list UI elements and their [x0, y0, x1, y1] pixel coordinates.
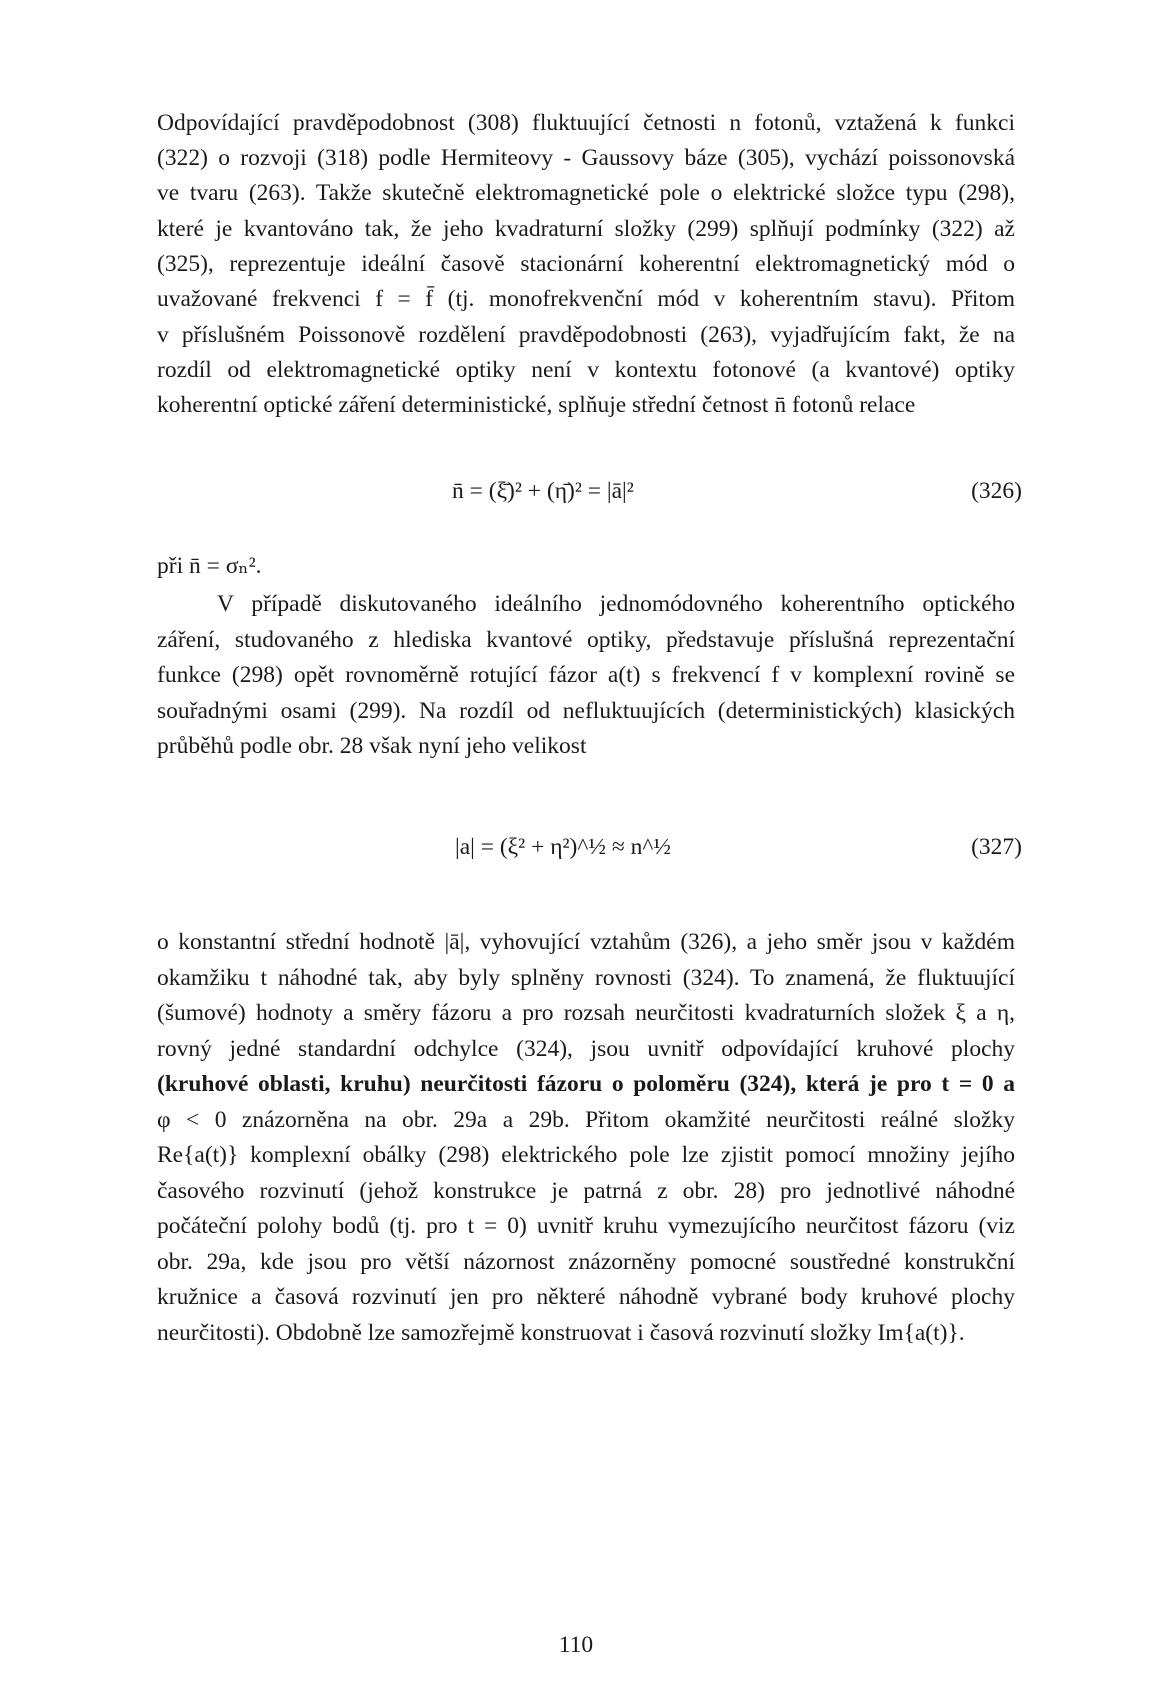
text-line: (322) o rozvoji (318) podle Hermiteovy - Gaussovy báze (305), vychází poissonovská	[157, 145, 1015, 171]
equation-326: n̄ = (ξ̄)² + (η̄)² = |ā|²	[452, 478, 634, 504]
text-line: při n̄ = σₙ².	[157, 553, 262, 579]
text-line: neurčitosti). Obdobně lze samozřejmě konstruovat i časová rozvinutí složky Im{a(t)}.	[157, 1320, 965, 1346]
text-line: uvažované frekvenci f = f̄ (tj. monofrekvenční mód v koherentním stavu). Přitom	[157, 286, 1015, 312]
text-line: záření, studovaného z hlediska kvantové optiky, představuje příslušná reprezentační	[157, 627, 1015, 653]
text-line: koherentní optické záření deterministické, splňuje střední četnost n̄ fotonů relace	[157, 392, 916, 418]
text-line: obr. 29a, kde jsou pro větší názornost znázorněny pomocné soustředné konstrukční	[157, 1249, 1015, 1275]
equation-number-326: (326)	[971, 478, 1022, 504]
page-number: 110	[558, 1632, 594, 1658]
text-line: ve tvaru (263). Takže skutečně elektromagnetické pole o elektrické složce typu (298),	[157, 180, 1015, 206]
text-line: (kruhové oblasti, kruhu) neurčitosti fázoru o poloměru (324), která je pro t = 0 a	[157, 1071, 1015, 1097]
text-line: funkce (298) opět rovnoměrně rotující fázor a(t) s frekvencí f v komplexní rovině se	[157, 662, 1015, 688]
text-line: rozdíl od elektromagnetické optiky není v kontextu fotonové (a kvantové) optiky	[157, 357, 1015, 383]
text-line: souřadnými osami (299). Na rozdíl od nefluktuujících (deterministických) klasických	[157, 698, 1015, 724]
text-line: okamžiku t náhodné tak, aby byly splněny rovnosti (324). To znamená, že fluktuující	[157, 965, 1015, 991]
text-line: (325), reprezentuje ideální časově stacionární koherentní elektromagnetický mód o	[157, 251, 1015, 277]
equation-number-327: (327)	[971, 834, 1022, 860]
text-line: o konstantní střední hodnotě |ā|, vyhovující vztahům (326), a jeho směr jsou v každém	[157, 929, 1015, 955]
text-line: (šumové) hodnoty a směry fázoru a pro rozsah neurčitosti kvadraturních složek ξ a η,	[157, 1000, 1015, 1026]
text-line: Odpovídající pravděpodobnost (308) fluktuující četnosti n fotonů, vztažená k funkci	[157, 110, 1015, 136]
text-line: počáteční polohy bodů (tj. pro t = 0) uvnitř kruhu vymezujícího neurčitost fázoru (viz	[157, 1213, 1015, 1239]
text-line: průběhů podle obr. 28 však nyní jeho velikost	[157, 733, 587, 759]
text-line: časového rozvinutí (jehož konstrukce je patrná z obr. 28) pro jednotlivé náhodné	[157, 1178, 1015, 1204]
text-line: v příslušném Poissonově rozdělení pravděpodobnosti (263), vyjadřujícím fakt, že na	[157, 322, 1015, 348]
text-line: V případě diskutovaného ideálního jednomódovného koherentního optického	[217, 591, 1015, 617]
equation-327: |a| = (ξ² + η²)^½ ≈ n^½	[455, 834, 672, 860]
text-line: rovný jedné standardní odchylce (324), jsou uvnitř odpovídající kruhové plochy	[157, 1036, 1015, 1062]
text-line: které je kvantováno tak, že jeho kvadraturní složky (299) splňují podmínky (322) až	[157, 216, 1015, 242]
text-line: kružnice a časová rozvinutí jen pro některé náhodně vybrané body kruhové plochy	[157, 1284, 1015, 1310]
text-line: Re{a(t)} komplexní obálky (298) elektrického pole lze zjistit pomocí množiny jejího	[157, 1142, 1015, 1168]
text-line: φ < 0 znázorněna na obr. 29a a 29b. Přitom okamžité neurčitosti reálné složky	[157, 1107, 1015, 1133]
